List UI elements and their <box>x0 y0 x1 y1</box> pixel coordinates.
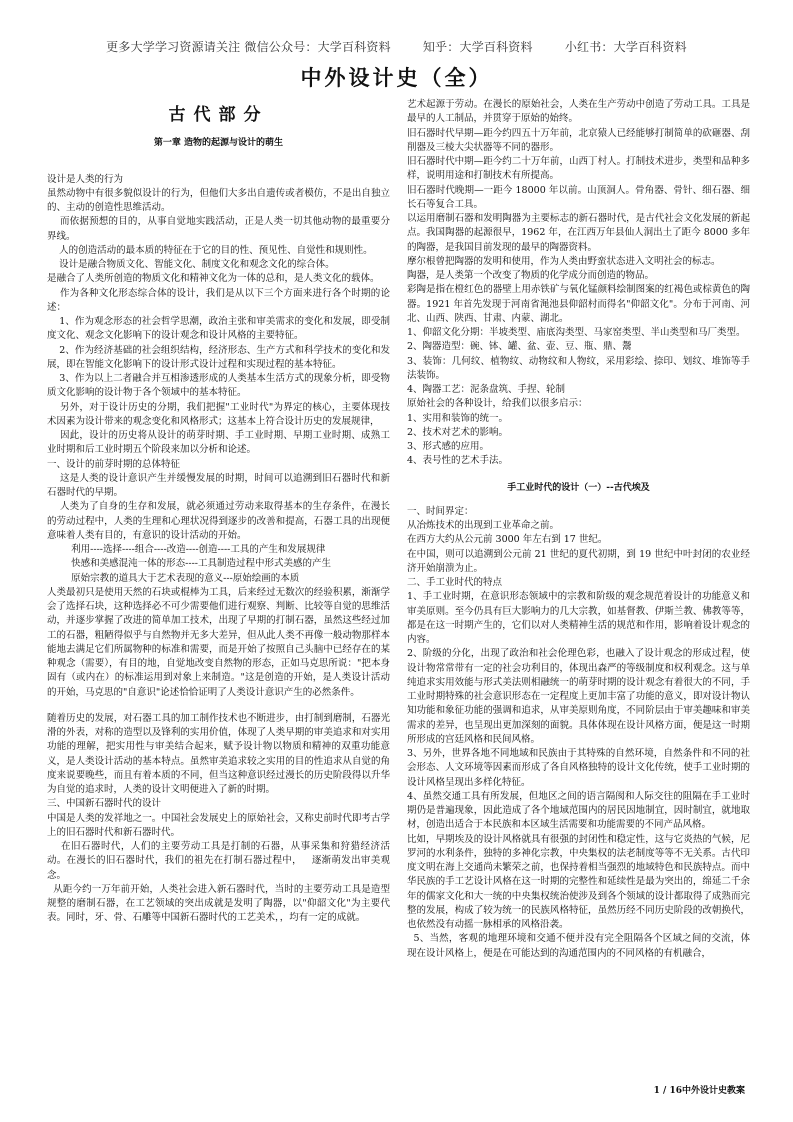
paragraph: 一、时间界定： <box>407 505 474 517</box>
paragraph: 中国是人类的发祥地之一。中国社会发展史上的原始社会，又称史前时代即考古学上的旧石器时代和新石器时代。 <box>47 812 390 838</box>
paragraph: 三、中国新石器时代的设计 <box>47 798 162 810</box>
page-number: 1 / 16 <box>653 1086 682 1096</box>
page-header: 更多大学学习资源请关注 微信公众号：大学百科资料 知乎：大学百科资料 小红书：大学百科资料 <box>106 40 687 54</box>
right-paragraphs-a <box>407 98 750 469</box>
paragraph: 人类为了自身的生存和发展，就必须通过劳动来取得基本的生存条件，在漫长的劳动过程中，人类的生理和心理状况得到逐步的改善和提高，石器工具的出现便意味着人类有目的，有意识的设计活动的开始。 <box>47 501 390 541</box>
paragraph: 随着历史的发展，对石器工具的加工制作技术也不断进步，由打制到磨制，石器光滑的外表，对称的造型以及锋利的实用价值，体现了人类早期的审美追求和对实用功能的理解，把实用性与审美结合起来，赋予设计物以物质和精神的双重功能意义，是人类设计活动的基本特点。虽然审美追求较之实用的目的性追求从自觉的角度来说要晚些，而且有着本质的不同，但当这种意识经过漫长的历史阶段得以升华为自觉的追求时，人类的设计文明便进入了新的时期。 <box>47 712 390 795</box>
paragraph: 另外，对于设计历史的分期，我们把握"工业时代"为界定的核心，主要体现技术因素为设计带来的观念变化和风格形式；这基本上符合设计历史的发展规律， <box>47 401 390 427</box>
paragraph: 设计是人类的行为 <box>47 173 124 185</box>
paragraph: 1、手工业时期，在意识形态领域中的宗教和阶级的观念规范着设计的功能意义和审美原则。至今仍具有巨大影响力的几大宗教，如基督教、伊斯兰教、佛教等等，都是在这一时期产生的，它们以对人类精神生活的规范和作用，影响着设计观念的内容。 <box>407 591 750 645</box>
paragraph: 原始社会的各种设计，给我们以很多启示： <box>407 398 588 410</box>
paragraph <box>47 700 390 712</box>
paragraph: 而依据预想的目的，从事自觉地实践活动，正是人类一切其他动物的最重要分界线。 <box>47 216 390 242</box>
paragraph: 设计是融合物质文化、智能文化、制度文化和观念文化的综合体。 <box>47 259 335 270</box>
left-column <box>47 98 390 926</box>
left-paragraphs <box>47 173 390 926</box>
paragraph: 摩尔根曾把陶器的发明和使用，作为人类由野蛮状态进入文明社会的标志。 <box>407 255 721 267</box>
paragraph: 4、表号性的艺术手法。 <box>407 455 509 467</box>
paragraph: 旧石器时代中期—距今约二十万年前，山西丁村人。打制技术进步，类型和品种多样，说明用途和打制技术有所提高。 <box>407 156 750 182</box>
paragraph: 从距今约一万年前开始，人类社会进入新石器时代，当时的主要劳动工具是造型规整的磨制石器，在工艺领域的突出成就是发明了陶器，以"仰韶文化"为主要代表。同时，牙、骨、石雕等中国新石器时代的工艺美术，，均有一定的成就。 <box>47 883 390 924</box>
page-footer <box>654 1083 745 1096</box>
paragraph: 5、当然，客观的地理环境和交通不便并没有完全阻隔各个区域之间的交流，体现在设计风格上，便是在可能达到的沟通范围内的不同风格的有机融合， <box>407 933 750 959</box>
paragraph: 原始宗教的道具大于艺术表现的意义---原始绘画的本质 <box>47 572 300 584</box>
chapter-title: 第一章 造物的起源与设计的萌生 <box>153 138 284 149</box>
paragraph: 在西方大约从公元前 3000 年左右到 17 世纪。 <box>407 534 608 546</box>
paragraph: 陶器，是人类第一个改变了物质的化学成分而创造的物品。 <box>407 270 655 281</box>
paragraph: 4、陶器工艺：泥条盘筑、手捏、轮制 <box>407 384 566 395</box>
paragraph: 在中国，则可以追溯到公元前 21 世纪的夏代初期，到 19 世纪中叶封闭的农业经济开始崩溃为止。 <box>407 548 750 574</box>
paragraph: 1、仰韶文化分期：半坡类型、庙底沟类型、马家窑类型、半山类型和马厂类型。 <box>407 327 746 338</box>
right-column <box>407 98 750 961</box>
paragraph: 利用----选择----组合----改造----创造----工具的产生和发展规律 <box>47 544 326 555</box>
section-title: 古代部分 <box>168 105 269 125</box>
paragraph: 作为各种文化形态综合体的设计，我们是从以下三个方面来进行各个时期的论述： <box>47 287 390 313</box>
paragraph: 因此，设计的历史将从设计的萌芽时期、手工业时期、早期工业时期、成熟工业时期和后工业时期五个阶段来加以分析和论述。 <box>47 430 390 456</box>
paragraph: 比如，早期埃及的设计风格就具有很强的封闭性和稳定性，这与它炎热的气候，尼罗河的水利条件，独特的多神化宗教，中央集权的法老制度等等不无关系。古代印度文明在海上交通尚未繁荣之前，也保持着相当强烈的地域特色和民族特点。而中华民族的手工艺设计风格在这一时期的完整性和延续性是最为突出的，绵延二千余年的儒家文化和大一统的中央集权统治使涉及到各个领域的设计都取得了成熟而完整的发展，构成了较为统一的民族风格特征，虽然历经不同历史阶段的改朝换代，也依然没有动摇一脉相承的风格沿袭。 <box>407 833 750 930</box>
paragraph: 2、作为经济基础的社会组织结构，经济形态、生产方式和科学技术的变化和发展，即在智能文化影响下的设计形式设计过程和实现过程的基本特征。 <box>47 344 390 370</box>
paragraph: 3、另外，世界各地不同地域和民族由于其特殊的自然环境，自然条件和不同的社会形态、人文环境等因素而形成了各自风格独特的设计文化传统，使手工业时期的设计风格呈现出多样化特征。 <box>407 748 750 788</box>
paragraph: 1、作为观念形态的社会哲学思潮，政治主张和审美需求的变化和发展，即受制度文化、观念文化影响下的设计观念和设计风格的主要特征。 <box>47 316 390 342</box>
paragraph: 旧石器时代早期—距今约四五十万年前，北京猿人已经能够打制简单的砍砸器、刮削器及三棱大尖状器等不同的器形。 <box>407 127 750 153</box>
paragraph: 旧石器时代晚期—一距今 18000 年以前。山顶洞人。骨角器、骨针、细石器、细长石等复合工具。 <box>407 184 750 210</box>
paragraph: 2、阶级的分化，出现了政治和社会伦理色彩，也融入了设计观念的形成过程，使设计物常常带有一定的社会功利目的，体现出森严的等级制度和权利观念。这与单纯追求实用效能与形式美法则相融统一的萌芽时期的设计观念有着很大的不同，手工业时期特殊的社会意识形态在一定程度上更加丰富了功能的意义，即对设计物认知功能和象征功能的强调和追求，从审美原则角度，不同阶层由于审美趣味和审美需求的差异，也呈现出更加深刻的面貌。具体体现在设计风格方面，便是这一时期所形成的宫廷风格和民间风格。 <box>407 648 750 745</box>
paragraph: 从冶炼技术的出现到工业革命之前。 <box>407 520 560 531</box>
footer-label: 中外设计史教案 <box>681 1086 745 1096</box>
paragraph: 是融合了人类所创造的物质文化和精神文化为一体的总和，是人类文化的载体。 <box>47 273 380 285</box>
paragraph: 一、设计的前芽时期的总体特征 <box>47 458 181 470</box>
paragraph: 快感和美感混沌一体的形态----工具制造过程中形式美感的产生 <box>47 558 332 570</box>
paragraph: 虽然动物中有很多貌似设计的行为，但他们大多出自遗传或者模仿，不是出自独立的、主动的创造性思维活动。 <box>47 187 390 213</box>
paragraph: 2、技术对艺术的影响。 <box>407 426 509 438</box>
paragraph: 彩陶是指在橙红色的器壁上用赤铁矿与氧化锰颜料绘制图案的红褐色或棕黄色的陶器。1921 年首先发现于河南省渑池县仰韶村而得名"仰韶文化"。分布于河南、河北、山西、陕西、甘肃、内蒙、湖北。 <box>407 284 750 324</box>
paragraph: 3、形式感的应用。 <box>407 441 490 452</box>
paragraph: 以运用磨制石器和发明陶器为主要标志的新石器时代，是古代社会文化发展的新起点。我国陶器的起源很早，1962 年，在江西万年县仙人洞出土了距今 8000 多年的陶器，是我国目前发现的最早的陶器资料。 <box>407 213 750 253</box>
paragraph: 1、实用和装饰的统一。 <box>407 412 509 424</box>
paragraph: 3、作为以上二者融合并互相渗透形成的人类基本生活方式的现象分析，即受物质文化影响的设计物于各个领域中的基本特征。 <box>47 373 390 399</box>
paragraph: 人类最初只是使用天然的石块或棍棒为工具，后来经过无数次的经验积累，渐渐学会了选择石块，这种选择必不可少需要他们进行观察、判断、比较等自觉的思维活动，并逐步掌握了改进的简单加工技术，出现了早期的打制石器，虽然这些经过加工的石器，粗陋得似乎与自然物并无多大差异，但从此人类不再像一般动物那样本能地去满足它们所属物种的标准和需要，而是开始了按照自己头脑中已经存在的某种观念（需要），有目的地，自觉地改变自然物的形态，正如马克思所说："把本身固有（或内在）的标准运用到对象上来制造。"这是创造的开始，是人类设计活动的开始，马克思的"自意识"论述恰恰证明了人类设计意识产生的必然条件。 <box>47 586 390 698</box>
paragraph: 二、手工业时代的特点 <box>407 577 503 588</box>
paragraph: 这是人类的设计意识产生并缓慢发展的时期，时间可以追溯到旧石器时代和新石器时代的早期。 <box>47 472 390 498</box>
paragraph: 2、陶器造型：碗、钵、罐、盆、壶、豆、瓶、鼎、鬶 <box>407 341 632 353</box>
paragraph: 4、虽然交通工具有所发展，但地区之间的语言隔阂和人际交往的阻隔在手工业时期仍是普遍现象，因此造成了各个地域范围内的居民因地制宜，因时制宜，就地取材，创造出适合于本民族和本区域生活需要和功能需要的不同产品风格。 <box>407 790 750 831</box>
document-title: 中外设计史（全） <box>300 66 493 90</box>
right-paragraphs-b <box>407 505 750 961</box>
paragraph: 艺术起源于劳动。在漫长的原始社会，人类在生产劳动中创造了劳动工具。工具是最早的人工制品，并贯穿于原始的始终。 <box>407 99 750 125</box>
subsection-title: 手工业时代的设计（一）--古代埃及 <box>507 482 650 493</box>
paragraph: 3、装饰：几何纹、植物纹、动物纹和人物纹，采用彩绘、捺印、划纹、堆饰等手法装饰。 <box>407 355 750 381</box>
paragraph: 人的创造活动的最本质的特征在于它的目的性、预见性、自觉性和规则性。 <box>47 244 373 256</box>
paragraph: 在旧石器时代，人们的主要劳动工具是打制的石器，从事采集和狩猎经济活动。在漫长的旧石器时代，我们的祖先在打制石器过程中， 逐渐萌发出审美观念。 <box>47 841 390 881</box>
